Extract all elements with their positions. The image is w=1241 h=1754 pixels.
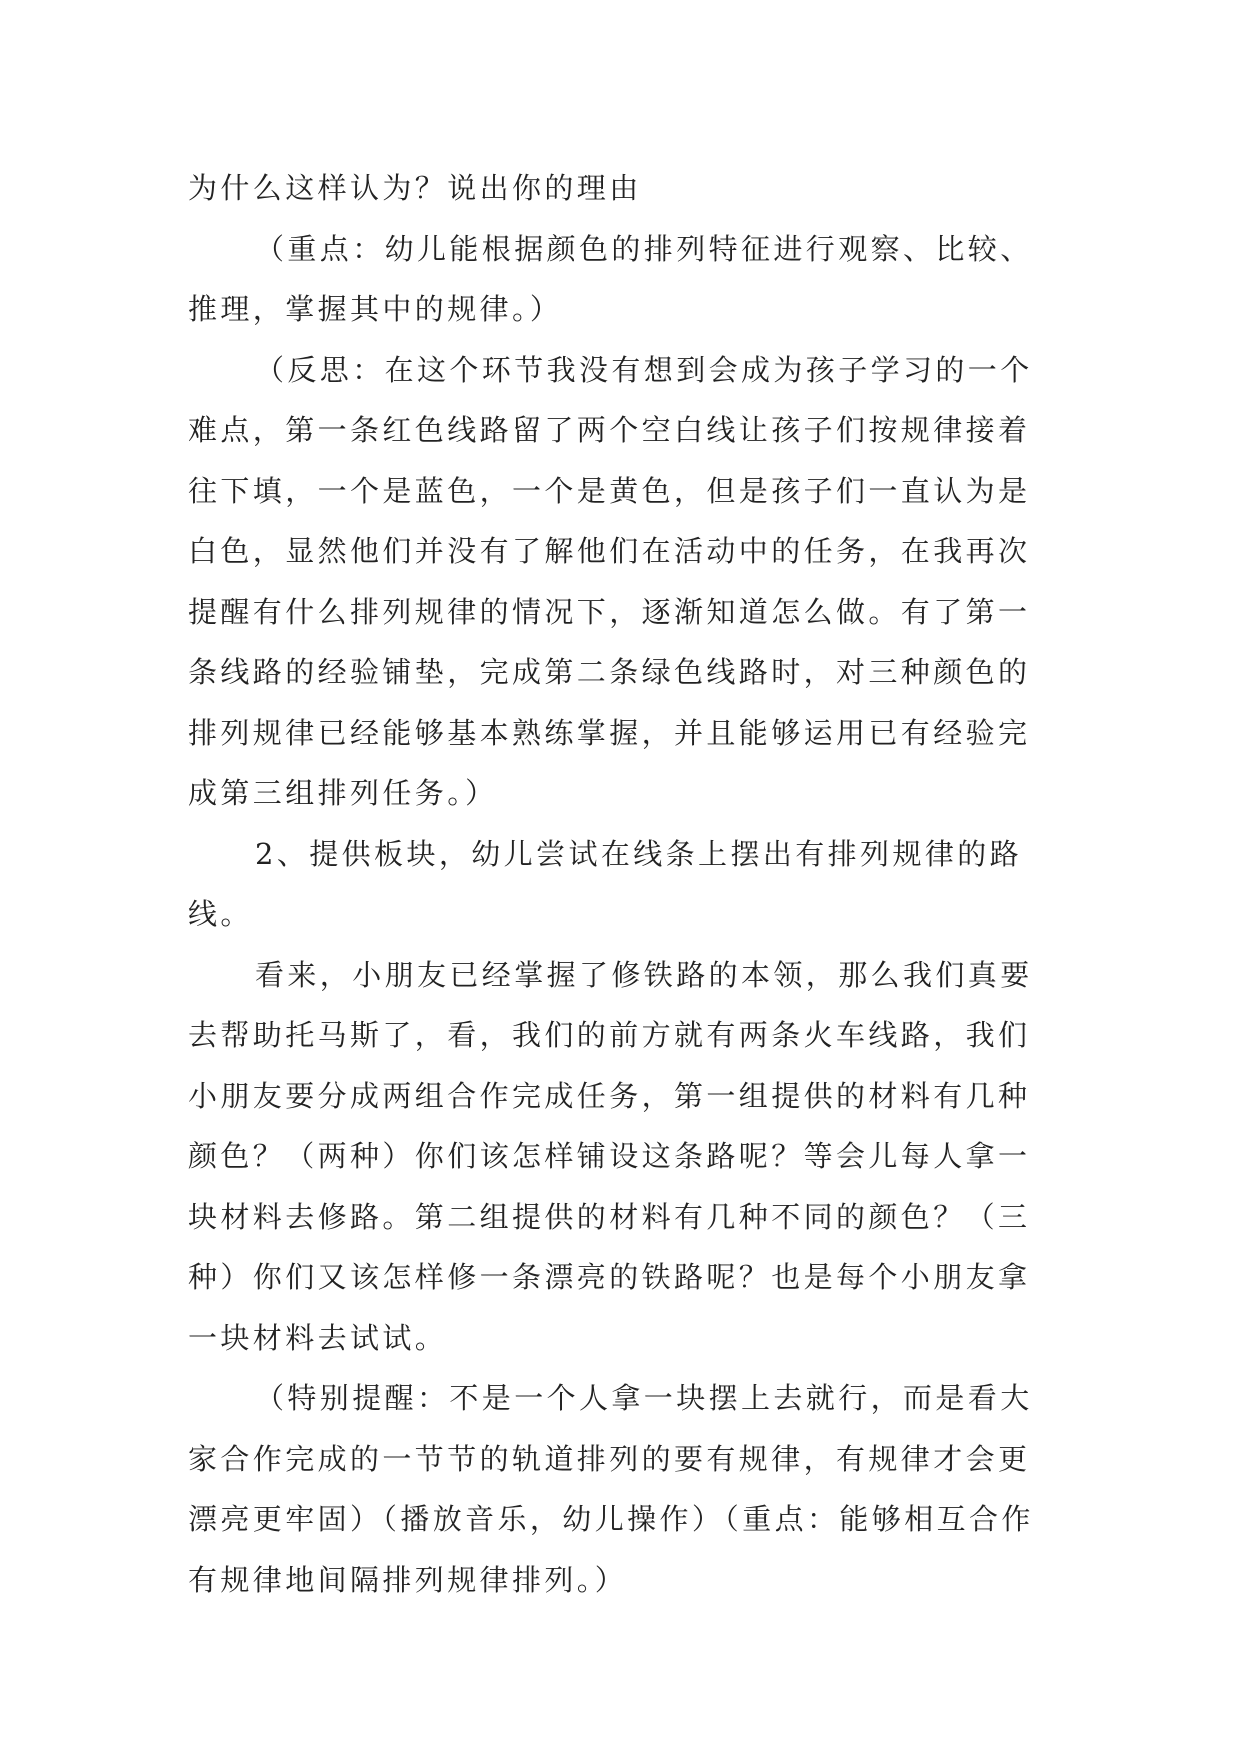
body-text	[188, 158, 1068, 1610]
text-line: 白色，显然他们并没有了解他们在活动中的任务，在我再次	[188, 534, 1031, 568]
text-line: 颜色？（两种）你们该怎样铺设这条路呢？等会儿每人拿一	[188, 1139, 1031, 1173]
text-line: 提醒有什么排列规律的情况下，逐渐知道怎么做。有了第一	[188, 594, 1031, 629]
text-line: 种）你们又该怎样修一条漂亮的铁路呢？也是每个小朋友拿	[188, 1260, 1031, 1294]
text-line: 漂亮更牢固）（播放音乐，幼儿操作）（重点：能够相互合作	[188, 1502, 1034, 1536]
text-line: 块材料去修路。第二组提供的材料有几种不同的颜色？（三	[188, 1199, 1031, 1234]
text-line: 一块材料去试试。	[188, 1320, 448, 1355]
text-line: 难点，第一条红色线路留了两个空白线让孩子们按规律接着	[188, 413, 1031, 447]
text-line: 条线路的经验铺垫，完成第二条绿色线路时，对三种颜色的	[188, 655, 1031, 689]
text-line: 家合作完成的一节节的轨道排列的要有规律，有规律才会更	[188, 1441, 1031, 1476]
text-line: 推理，掌握其中的规律。）	[188, 292, 563, 326]
text-line: （特别提醒：不是一个人拿一块摆上去就行，而是看大	[255, 1381, 1033, 1415]
text-line: 2、提供板块，幼儿尝试在线条上摆出有排列规律的路	[255, 836, 1023, 871]
text-line: 看来，小朋友已经掌握了修铁路的本领，那么我们真要	[255, 957, 1033, 992]
text-line: 为什么这样认为？说出你的理由	[188, 171, 642, 205]
text-line: （重点：幼儿能根据颜色的排列特征进行观察、比较、	[255, 231, 1033, 266]
text-line: 排列规律已经能够基本熟练掌握，并且能够运用已有经验完	[188, 715, 1031, 750]
text-line: （反思：在这个环节我没有想到会成为孩子学习的一个	[255, 352, 1033, 387]
text-line: 成第三组排列任务。）	[188, 776, 498, 810]
text-line: 小朋友要分成两组合作完成任务，第一组提供的材料有几种	[188, 1078, 1031, 1113]
text-line: 去帮助托马斯了，看，我们的前方就有两条火车线路，我们	[188, 1018, 1031, 1052]
text-line: 有规律地间隔排列规律排列。）	[188, 1562, 628, 1597]
text-line: 线。	[188, 897, 253, 931]
text-line: 往下填，一个是蓝色，一个是黄色，但是孩子们一直认为是	[188, 473, 1031, 508]
